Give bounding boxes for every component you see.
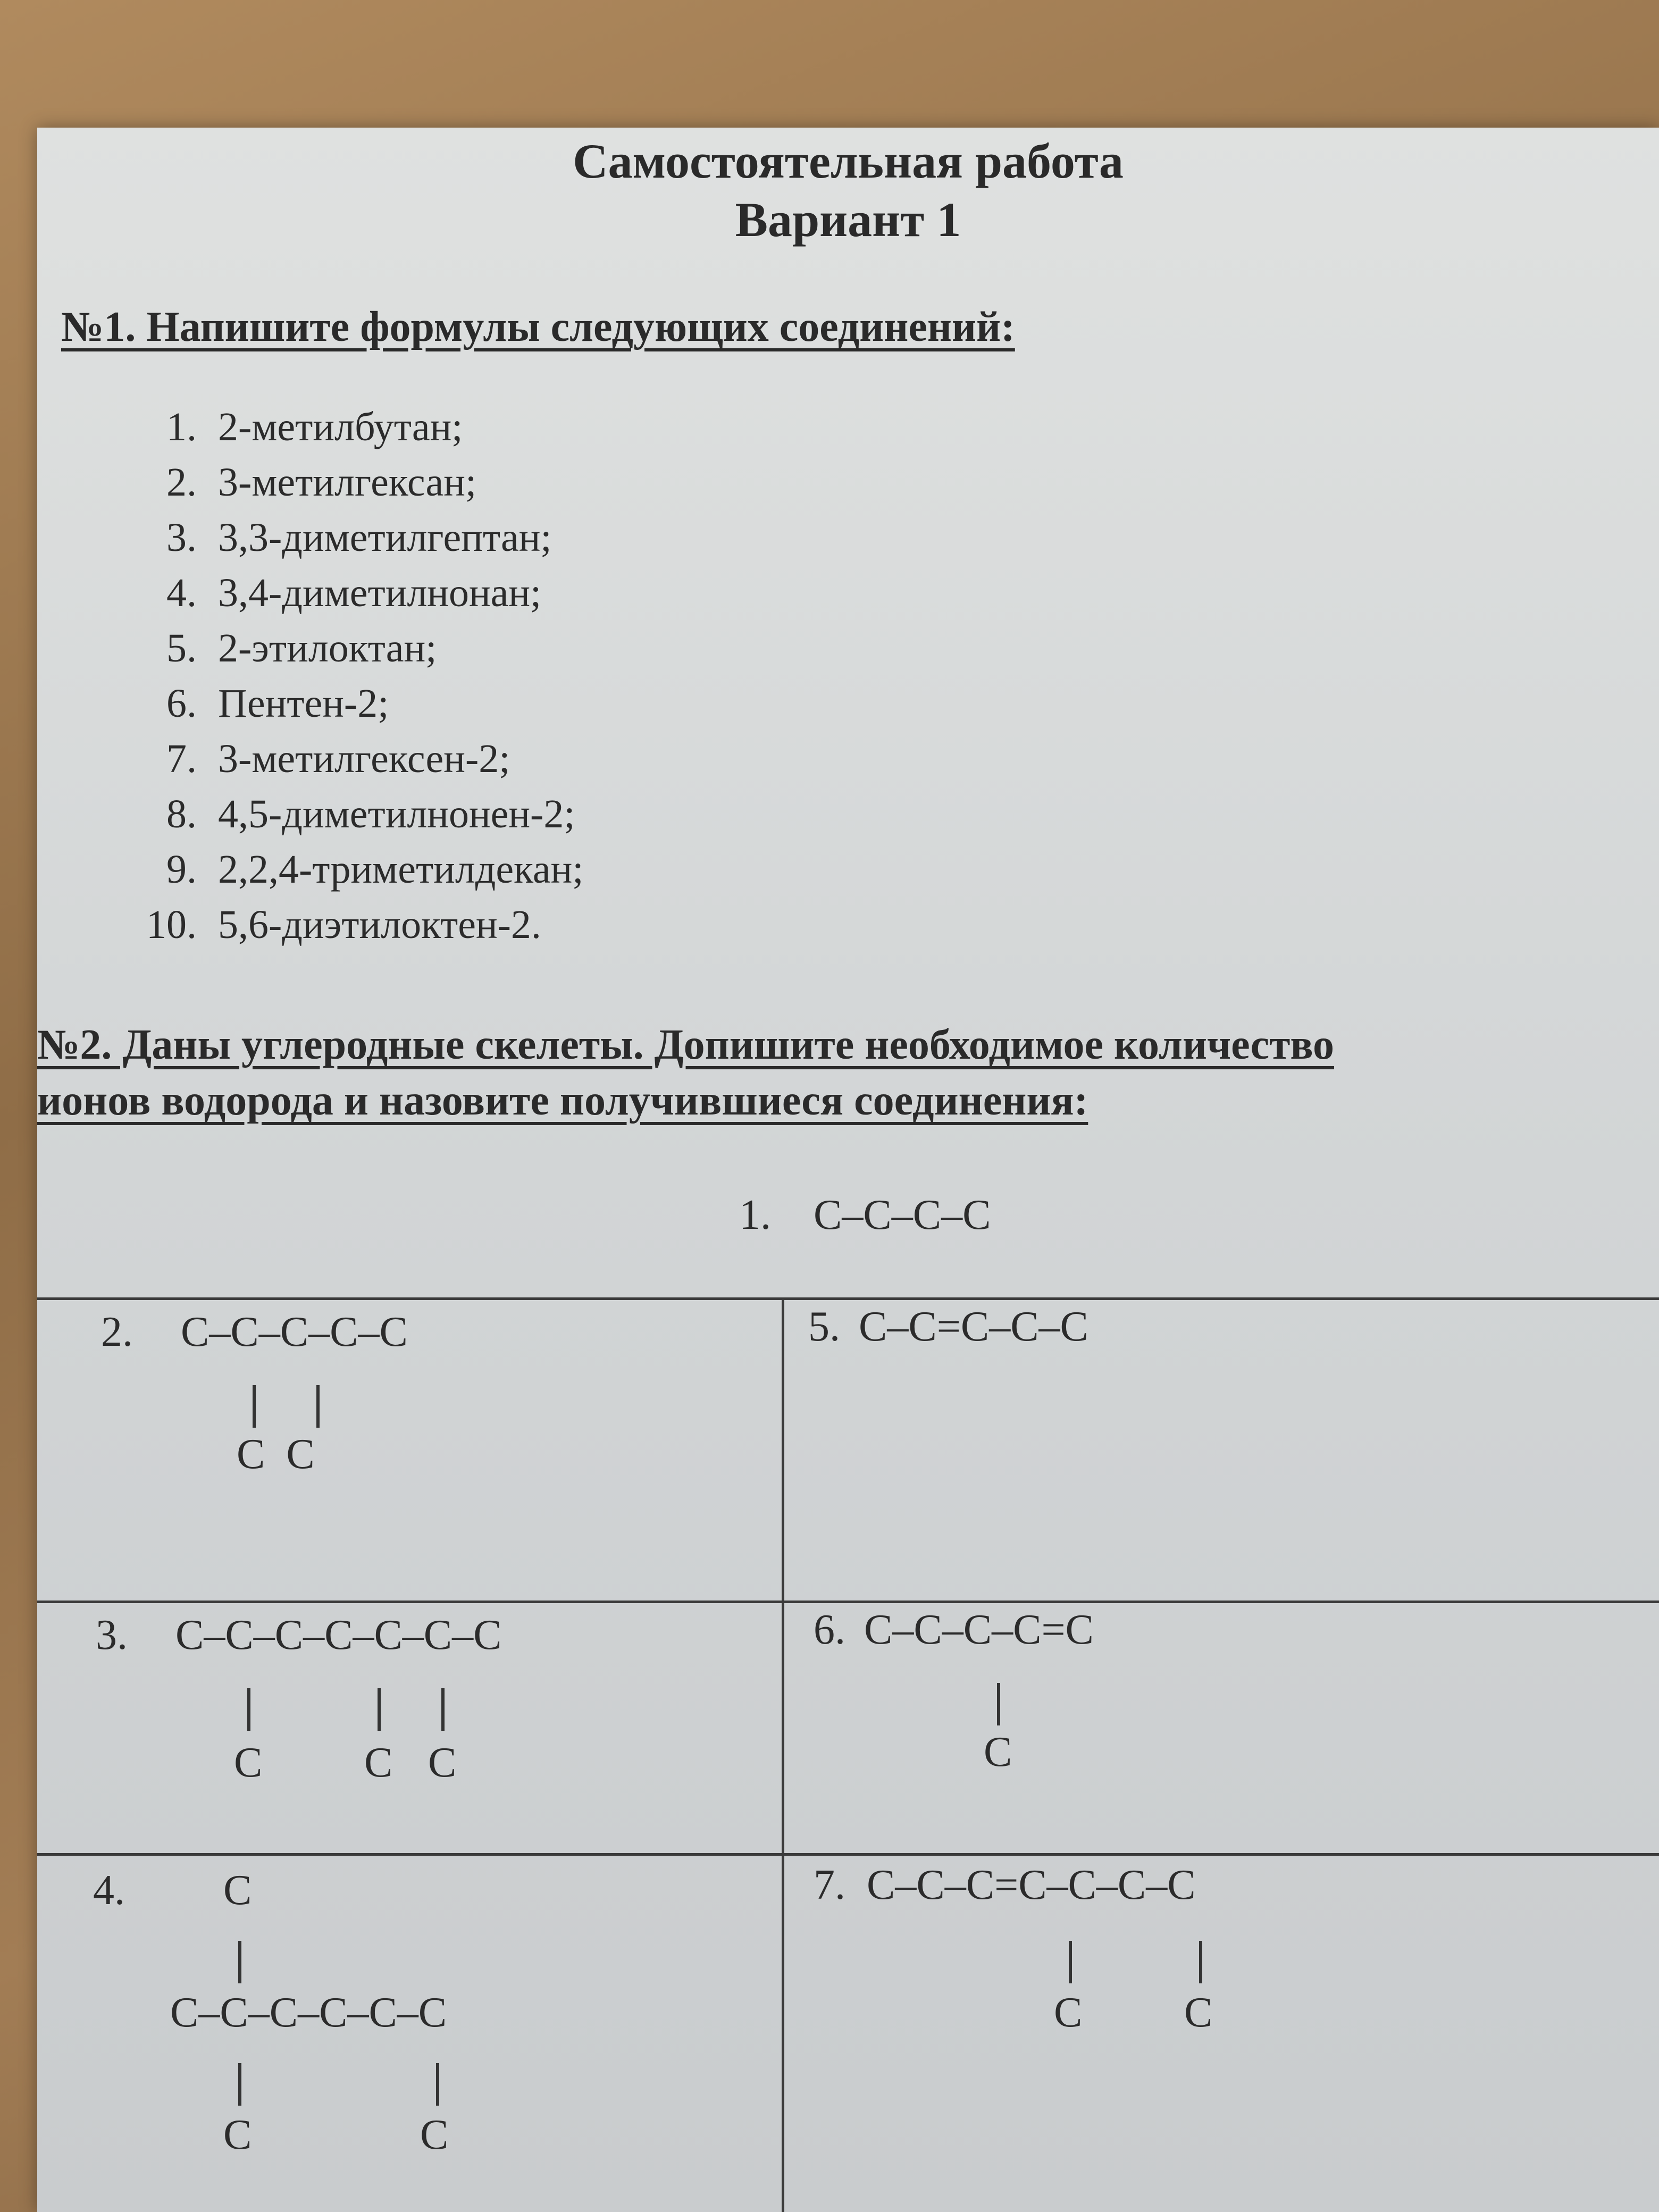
task1-item-text: 3-метилгексан;	[218, 460, 477, 505]
skeleton-4-chain: C–C–C–C–C–C	[170, 1989, 447, 2036]
skeleton-7-bond-2	[1199, 1941, 1202, 1983]
task1-item-text: 5,6-диэтилоктен-2.	[218, 902, 541, 947]
table-top-border	[37, 1297, 1659, 1300]
task1-item-text: 3,3-диметилгептан;	[218, 515, 552, 560]
skeleton-3-bond-2	[378, 1688, 381, 1731]
task2-heading-line2: ионов водорода и назовите получившиеся соединения:	[37, 1077, 1088, 1124]
skeleton-6-branch-1: C	[984, 1729, 1012, 1775]
skeleton-2-number: 2.	[101, 1309, 133, 1355]
task1-item-number: 10.	[146, 902, 197, 947]
skeleton-4-bond-top	[238, 1941, 241, 1983]
task1-item-number: 2.	[166, 460, 197, 505]
skeleton-6-bond-1	[997, 1683, 1000, 1725]
skeleton-3-branch-2: C	[364, 1739, 393, 1786]
task1-list-item	[122, 459, 476, 506]
task1-item-text: 2-метилбутан;	[218, 405, 463, 449]
skeleton-7-number: 7.	[814, 1862, 845, 1908]
skeleton-7-branch-1: C	[1054, 1989, 1083, 2036]
task1-item-text: Пентен-2;	[218, 681, 389, 726]
skeleton-4-top-branch: C	[223, 1867, 252, 1914]
task1-list-item	[122, 625, 437, 672]
skeleton-4-bond-2	[436, 2063, 439, 2106]
skeleton-6-number: 6.	[814, 1606, 845, 1653]
task1-heading: №1. Напишите формулы следующих соединений:	[61, 304, 1015, 350]
skeleton-3-bond-3	[441, 1688, 445, 1731]
task1-item-text: 3,4-диметилнонан;	[218, 571, 542, 615]
skeleton-1-chain: C–C–C–C	[814, 1192, 991, 1238]
task1-item-text: 4,5-диметилнонен-2;	[218, 792, 575, 836]
variant-title: Вариант 1	[735, 192, 961, 247]
task1-list-item	[122, 515, 552, 561]
skeleton-3-number: 3.	[96, 1612, 128, 1658]
skeleton-5-number: 5.	[808, 1303, 840, 1350]
skeleton-5-chain: C–C=C–C–C	[859, 1303, 1088, 1350]
task2-heading-line1: №2. Даны углеродные скелеты. Допишите необходимое количество	[37, 1021, 1335, 1068]
skeleton-2-chain: C–C–C–C–C	[181, 1309, 408, 1355]
task1-list-item	[122, 791, 575, 837]
skeleton-4-number: 4.	[93, 1867, 125, 1914]
table-row-divider-1	[37, 1601, 1659, 1603]
task1-list-item	[122, 902, 541, 948]
task1-item-number: 6.	[166, 681, 197, 726]
task1-list-item	[122, 681, 389, 727]
skeleton-1-number: 1.	[739, 1192, 771, 1238]
task1-item-text: 3-метилгексен-2;	[218, 736, 510, 781]
task1-item-text: 2-этилоктан;	[218, 626, 437, 671]
task1-item-number: 1.	[166, 405, 197, 449]
task1-item-text: 2,2,4-триметилдекан;	[218, 847, 584, 892]
skeleton-2-bond-1	[253, 1385, 256, 1428]
skeleton-2-bond-2	[316, 1385, 320, 1428]
task1-item-number: 8.	[166, 792, 197, 836]
task1-item-number: 4.	[166, 571, 197, 615]
skeleton-3-branch-1: C	[234, 1739, 263, 1786]
table-row-divider-2	[37, 1853, 1659, 1856]
skeleton-4-branch-1: C	[223, 2112, 252, 2158]
skeleton-3-branch-3: C	[428, 1739, 457, 1786]
worksheet-title: Самостоятельная работа	[573, 134, 1124, 188]
task1-item-number: 9.	[166, 847, 197, 892]
task1-item-number: 3.	[166, 515, 197, 560]
task1-item-number: 5.	[166, 626, 197, 671]
skeleton-4-branch-2: C	[420, 2112, 449, 2158]
task1-list-item	[122, 570, 541, 616]
skeleton-2-branches: C C	[237, 1431, 315, 1478]
skeleton-7-bond-1	[1069, 1941, 1072, 1983]
skeleton-3-chain: C–C–C–C–C–C–C	[175, 1612, 502, 1658]
skeleton-6-chain: C–C–C–C=C	[864, 1606, 1094, 1653]
skeleton-7-branch-2: C	[1184, 1989, 1213, 2036]
task1-item-number: 7.	[166, 736, 197, 781]
skeleton-7-chain: C–C–C=C–C–C–C	[867, 1862, 1196, 1908]
table-column-divider	[782, 1297, 784, 2212]
skeleton-4-bond-1	[238, 2063, 241, 2106]
worksheet-page	[37, 128, 1659, 2212]
task1-list-item	[122, 847, 583, 893]
task1-list-item	[122, 736, 510, 782]
skeleton-3-bond-1	[247, 1688, 250, 1731]
task1-list-item	[122, 404, 463, 450]
